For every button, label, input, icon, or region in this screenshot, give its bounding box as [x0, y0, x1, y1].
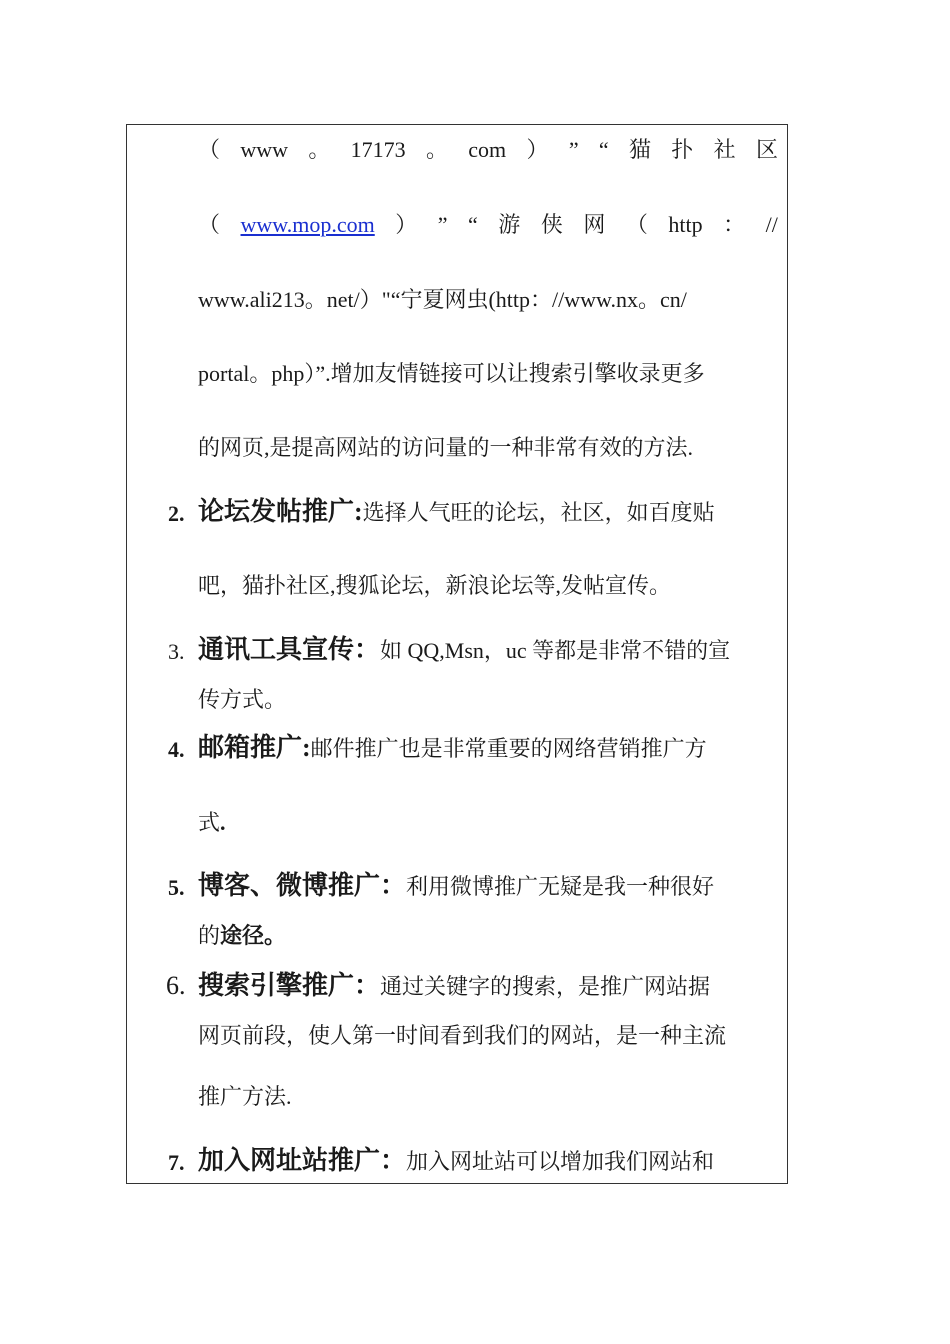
intro-token: // — [765, 212, 778, 237]
intro-line-5: 的网页,是提高网站的访问量的一种非常有效的方法. — [198, 435, 694, 460]
item-text-line: 吧，猫扑社区,搜狐论坛，新浪论坛等,发帖宣传。 — [198, 573, 672, 598]
item-text: 选择人气旺的论坛，社区，如百度贴 — [362, 500, 715, 525]
mop-link[interactable]: www.mop.com — [240, 212, 375, 237]
intro-line-1 — [198, 135, 778, 165]
item-number: 4. — [168, 737, 185, 762]
item-text: 通过关键字的搜索，是推广网站据 — [380, 974, 711, 999]
item-heading: 博客、微博推广： — [198, 871, 407, 900]
list-item — [198, 1146, 778, 1177]
list-item — [198, 635, 778, 666]
item-heading: 邮箱推广: — [198, 733, 311, 762]
intro-token: ： — [723, 212, 746, 237]
list-item — [198, 497, 778, 528]
item-heading: 通讯工具宣传： — [198, 635, 381, 664]
intro-token: 。 — [425, 137, 448, 162]
intro-token: ） — [395, 212, 418, 237]
item-number: 5. — [168, 875, 185, 900]
intro-line-4: portal。php）”.增加友情链接可以让搜索引擎收录更多 — [198, 361, 705, 386]
intro-token: ） — [526, 137, 549, 162]
intro-token: 社 — [713, 137, 736, 162]
intro-token: 区 — [755, 137, 778, 162]
list-item — [198, 733, 778, 764]
item-number: 7. — [168, 1150, 185, 1175]
item-number: 6. — [166, 971, 186, 1000]
item-text: 利用微博推广无疑是我一种很好 — [406, 874, 715, 899]
intro-token: （ — [625, 212, 648, 237]
item-text-line — [198, 808, 778, 838]
list-item — [198, 971, 778, 1002]
item-number: 3. — [168, 639, 185, 664]
intro-token: ” — [568, 137, 579, 162]
intro-token: 猫 — [628, 137, 651, 162]
intro-token: http — [668, 212, 703, 237]
item-text-line: 网页前段，使人第一时间看到我们的网站，是一种主流 — [198, 1023, 727, 1048]
item-text: 式 — [198, 810, 221, 835]
item-text-bold: 途径。 — [220, 923, 287, 948]
item-heading: 加入网址站推广： — [198, 1146, 407, 1175]
intro-token: 17173 — [350, 137, 406, 162]
intro-token: “ — [598, 137, 609, 162]
list-item — [198, 871, 778, 902]
intro-line-2 — [198, 210, 778, 240]
item-text: 如 QQ,Msn，uc 等都是非常不错的宣 — [380, 638, 731, 663]
item-number: 2. — [168, 501, 185, 526]
intro-token: 。 — [308, 137, 331, 162]
item-text-line: 传方式。 — [198, 687, 287, 712]
item-text-line — [198, 921, 778, 951]
item-text: 的 — [198, 923, 221, 948]
intro-token: ” — [437, 212, 448, 237]
intro-token: “ — [468, 212, 478, 237]
intro-token: 游 — [498, 212, 521, 237]
item-text: 邮件推广也是非常重要的网络营销推广方 — [310, 736, 707, 761]
item-text-line: 推广方法. — [198, 1084, 292, 1109]
intro-token: 网 — [583, 212, 606, 237]
intro-token: （ — [198, 137, 221, 162]
item-text-bold: . — [220, 810, 226, 835]
intro-token: 扑 — [671, 137, 694, 162]
item-heading: 论坛发帖推广: — [198, 497, 363, 526]
item-text: 加入网址站可以增加我们网站和 — [406, 1149, 715, 1174]
item-heading: 搜索引擎推广： — [198, 971, 381, 1000]
open-paren: （ — [198, 212, 221, 237]
intro-line-3: www.ali213。net/）"“宁夏网虫(http：//www.nx。cn/ — [198, 287, 687, 312]
intro-token: com — [468, 137, 507, 162]
intro-token: 侠 — [540, 212, 563, 237]
intro-token: www — [240, 137, 288, 162]
